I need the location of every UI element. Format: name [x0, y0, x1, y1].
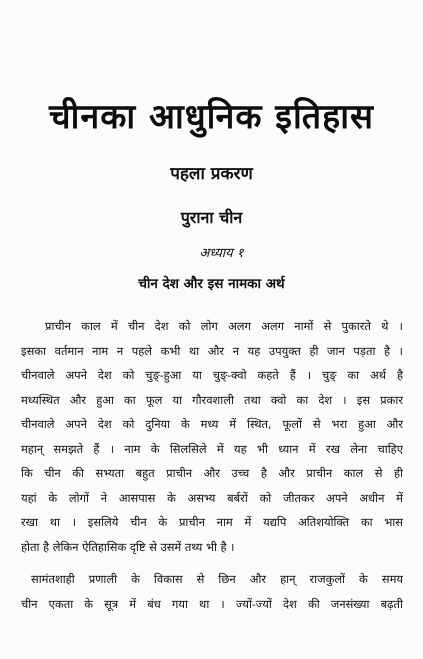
text-line: महान् समझते हैं । नाम के सिलसिले में यह भी ध्यान में रख लेना चाहिए [21, 441, 403, 456]
chapter-heading: पहला प्रकरण [170, 164, 253, 184]
text-line: रखा था । इसलिये चीन के प्राचीन नाम में यद्यपि अतिशयोक्ति का भास [21, 515, 403, 529]
text-line: चीनवाले अपने देश को चुङ्-हुआ या चुङ्-क्वो कहते हैं । चुङ् का अर्थ है [21, 368, 403, 382]
book-title: चीनका आधुनिक इतिहास [48, 97, 375, 137]
adhyay-heading: अध्याय १ [199, 246, 244, 261]
paragraph-1 [21, 314, 403, 559]
paragraph-2 [21, 567, 403, 616]
body-text [21, 314, 403, 616]
subject-heading: चीन देश और इस नामका अर्थ [138, 276, 285, 292]
text-line: सामंतशाही प्रणाली के विकास से छिन और हान् राजकुलों के समय [31, 572, 403, 586]
text-line: प्राचीन काल में चीन देश को लोग अलग अलग नामों से पुकारते थे । [45, 319, 403, 333]
text-line: यहां के लोगों ने आसपास के असभ्य बर्बरों को जीतकर अपने अधीन में [21, 490, 403, 505]
text-line: होता है लेकिन ऐतिहासिक दृष्टि से उसमें तथ्य भी है । [21, 539, 235, 554]
text-line: इसका वर्तमान नाम न पहले कभी था और न यह उपयुक्त ही जान पड़ता है । [21, 343, 403, 358]
text-line: चीनवाले अपने देश को दुनिया के मध्य में स्थित, फूलों से भरा हुआ और [21, 417, 403, 431]
paragraph-gap [21, 559, 403, 567]
text-line: चीन एकता के सूत्र में बंध गया था । ज्यों-ज्यों देश की जनसंख्या बढ़ती [21, 596, 403, 611]
text-line: मध्यस्थित और हुआ का फूल या गौरवशाली तथा क्वो का देश । इस प्रकार [21, 392, 403, 407]
text-line: कि चीन की सभ्यता बहुत प्राचीन और उच्च है और प्राचीन काल से ही [21, 466, 403, 480]
section-heading: पुराना चीन [180, 208, 243, 227]
